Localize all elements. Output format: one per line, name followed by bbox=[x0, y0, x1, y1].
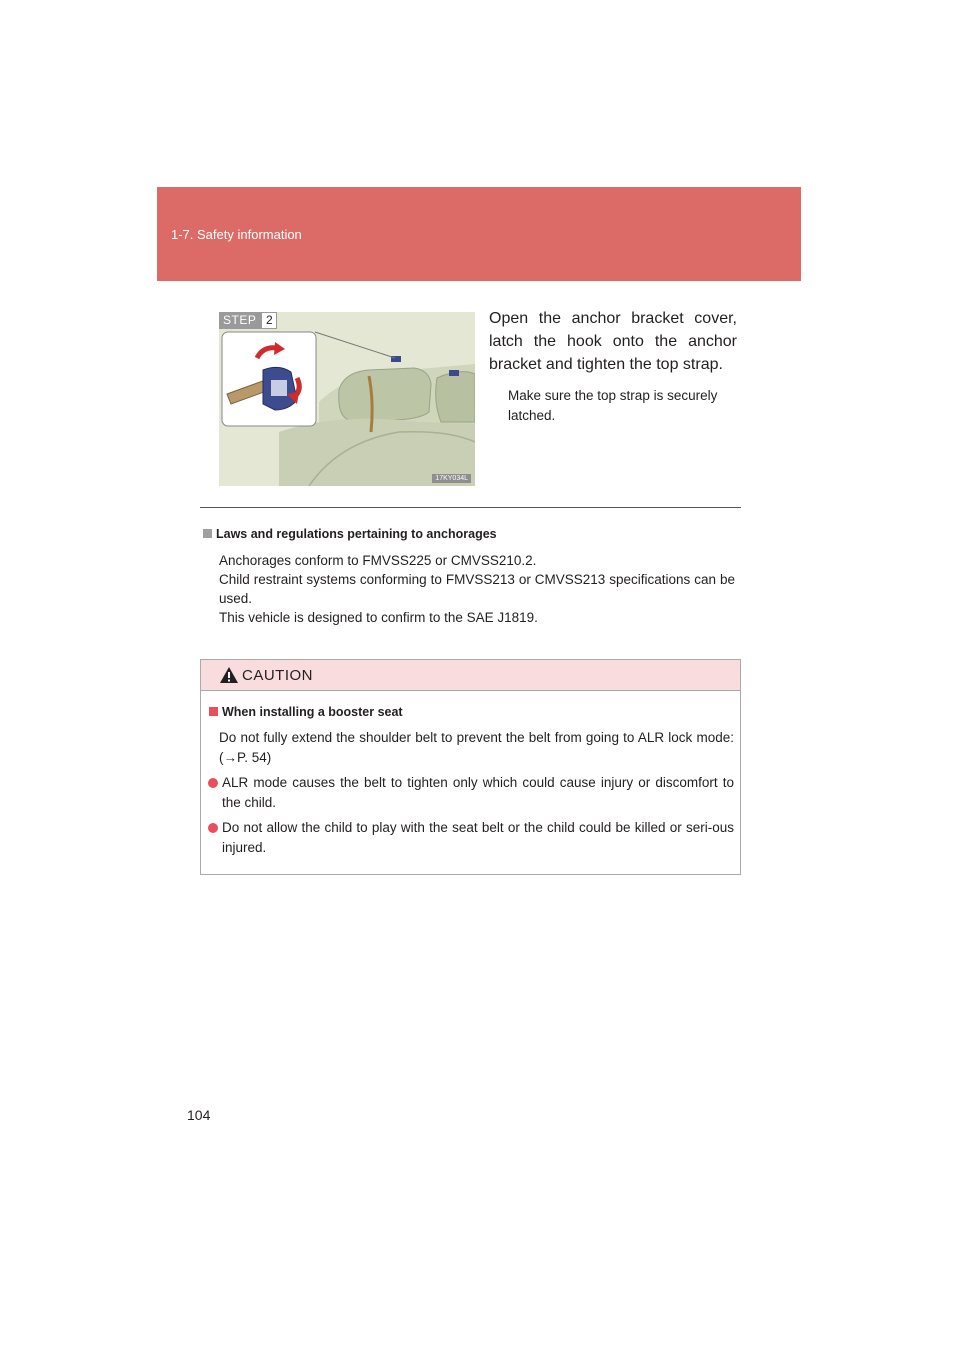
header-band bbox=[157, 187, 801, 281]
step-badge bbox=[219, 312, 277, 329]
step-word: STEP bbox=[219, 312, 261, 329]
step-number: 2 bbox=[261, 312, 277, 329]
laws-heading-text: Laws and regulations pertaining to anchorages bbox=[216, 527, 497, 541]
rear-seat-drawing bbox=[219, 312, 475, 486]
caution-subheading-text: When installing a booster seat bbox=[222, 705, 403, 719]
red-square-icon bbox=[209, 707, 218, 716]
seat-illustration bbox=[219, 312, 475, 486]
caution-header bbox=[201, 660, 740, 691]
laws-heading bbox=[203, 527, 497, 541]
red-bullet-icon bbox=[208, 778, 218, 788]
caution-bullet bbox=[208, 773, 734, 813]
caution-bullet-text: ALR mode causes the belt to tighten only which could cause injury or discomfort to the child. bbox=[222, 775, 734, 810]
step-instruction: Open the anchor bracket cover, latch the hook onto the anchor bracket and tighten the top strap. bbox=[489, 310, 737, 373]
laws-paragraph: This vehicle is designed to confirm to the SAE J1819. bbox=[219, 610, 538, 625]
page-number: 104 bbox=[187, 1107, 211, 1123]
gray-square-icon bbox=[203, 529, 212, 538]
figure-code: 17KY034L bbox=[432, 474, 471, 483]
caution-bullet-text: Do not allow the child to play with the seat belt or the child could be killed or seri-ous injured. bbox=[222, 820, 734, 855]
caution-text: Do not fully extend the shoulder belt to prevent the belt from going to ALR lock mode: (→P. 54) bbox=[219, 730, 734, 765]
red-bullet-icon bbox=[208, 823, 218, 833]
laws-body bbox=[219, 551, 735, 627]
section-title: 1-7. Safety information bbox=[171, 227, 302, 242]
laws-paragraph: Child restraint systems conforming to FMVSS213 or CMVSS213 specifications can be used. bbox=[219, 572, 735, 606]
caution-bullet bbox=[208, 818, 734, 858]
caution-subheading bbox=[209, 705, 403, 719]
warning-triangle-icon bbox=[219, 666, 239, 684]
laws-paragraph: Anchorages conform to FMVSS225 or CMVSS210.2. bbox=[219, 553, 537, 568]
caution-title: CAUTION bbox=[242, 667, 313, 684]
section-divider bbox=[200, 507, 741, 508]
step-note: Make sure the top strap is securely latched. bbox=[508, 388, 718, 423]
caution-box bbox=[200, 659, 741, 875]
